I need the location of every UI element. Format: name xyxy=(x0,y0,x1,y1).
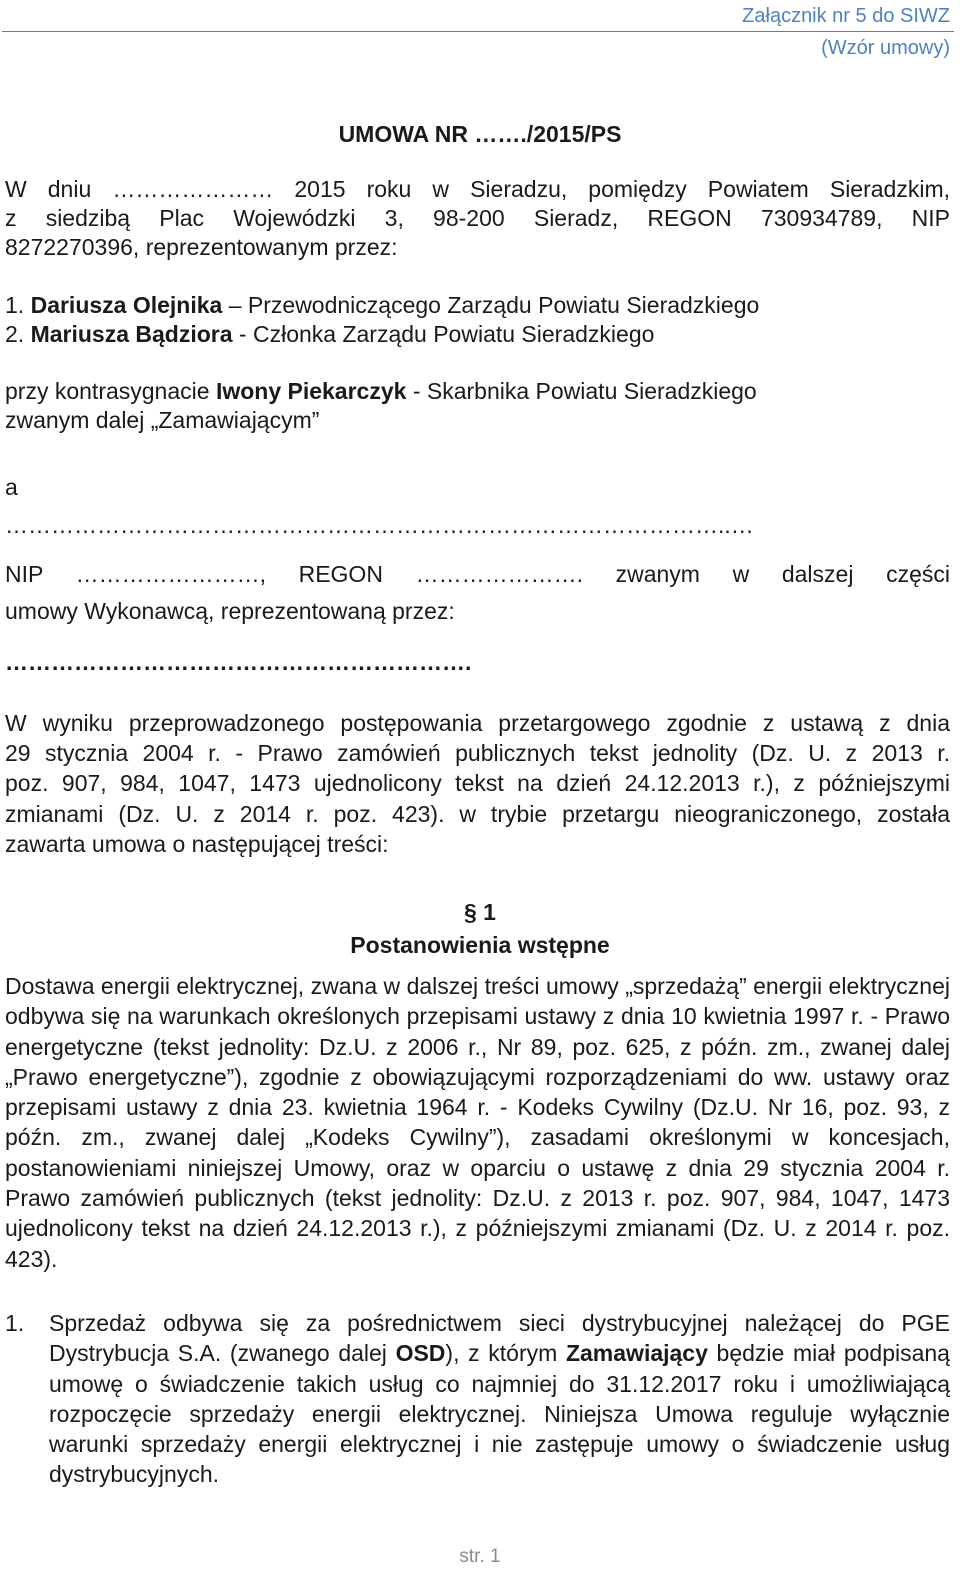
ordering-party-alias: zwanym dalej „Zamawiającym” xyxy=(5,407,320,433)
preamble-line-5: zawarta umowa o następującej treści: xyxy=(5,831,389,857)
list-item-text: Sprzedaż odbywa się za pośrednictwem sieci dystrybucyjnej należącej do PGE Dystrybucja S.A. (zwanego dalej OSD), z którym Zamawiający będzie miał podpisaną umowę o świadczenie takich usług co najmniej do 31.12.2017 roku i umożliwiającą rozpoczęcie sprzedaży energii elektrycznej. Niniejsza Umowa reguluje wyłącznie warunki sprzedaży energii elektrycznej i nie zastępuje umowy o świadczenie usług dystrybucyjnych. xyxy=(49,1310,950,1488)
preamble-line-2: 29 stycznia 2004 r. - Prawo zamówień publicznych tekst jednolity (Dz. U. z 2013 r. xyxy=(5,740,950,766)
contract-title: UMOWA NR ……./2015/PS xyxy=(338,121,622,147)
contractor-rep-placeholder: ……………………………………………………. xyxy=(5,649,472,675)
contractor-ids-line: NIP ……………………, REGON …………………. zwanym w dalszej części xyxy=(5,561,950,587)
intro-line-1: W dniu ………………… 2015 roku w Sieradzu, pomiędzy Powiatem Sieradzkim, xyxy=(5,176,950,202)
page-number: str. 1 xyxy=(459,1546,501,1567)
preamble-line-3: poz. 907, 984, 1047, 1473 ujednolicony tekst na dzień 24.12.2013 r.), z późniejszymi xyxy=(5,770,950,796)
preamble-line-4: zmianami (Dz. U. z 2014 r. poz. 423). w trybie przetargu nieograniczonego, została xyxy=(5,801,950,827)
conjunction: a xyxy=(5,474,18,500)
header-rule xyxy=(2,31,954,32)
preamble-line-1: W wyniku przeprowadzonego postępowania przetargowego zgodnie z ustawą z dnia xyxy=(5,710,950,736)
section-number: § 1 xyxy=(464,899,496,925)
intro-line-3: 8272270396, reprezentowanym przez: xyxy=(5,234,398,260)
template-label: (Wzór umowy) xyxy=(821,37,950,59)
countersign-line: przy kontrasygnacie Iwony Piekarczyk - Skarbnika Powiatu Sieradzkiego xyxy=(5,378,757,404)
representative-1: 1. Dariusza Olejnika – Przewodniczącego Zarządu Powiatu Sieradzkiego xyxy=(5,292,760,318)
section-title: Postanowienia wstępne xyxy=(350,932,610,958)
section-body: Dostawa energii elektrycznej, zwana w dalszej treści umowy „sprzedażą” energii elektrycznej odbywa się na warunkach określonych przepisami ustawy z dnia 10 kwietnia 1997 r. - Prawo energetyczne (tekst jednolity: Dz.U. z 2006 r., Nr 89, poz. 625, z późn. zm., zwanej dalej „Prawo energetyczne”), zgodnie z obowiązującymi rozporządzeniami do ww. ustawy oraz przepisami ustawy z dnia 23. kwietnia 1964 r. - Kodeks Cywilny (Dz.U. Nr 16, poz. 93, z późn. zm., zwanej dalej „Kodeks Cywilny”), zasadami określonymi w koncesjach, postanowieniami niniejszej Umowy, oraz w oparciu o ustawę z dnia 29 stycznia 2004 r. Prawo zamówień publicznych (tekst jednolity: Dz.U. z 2013 r. poz. 907, 984, 1047, 1473 ujednolicony tekst na dzień 24.12.2013 r.), z późniejszymi zmianami (Dz. U. z 2014 r. poz. 423). xyxy=(5,973,950,1272)
contractor-rep-line: umowy Wykonawcą, reprezentowaną przez: xyxy=(5,598,455,624)
intro-line-2: z siedzibą Plac Wojewódzki 3, 98-200 Sieradz, REGON 730934789, NIP xyxy=(5,205,950,231)
list-item-number: 1. xyxy=(5,1310,25,1336)
contractor-name-placeholder: …………………………………………………………………………………..… xyxy=(5,512,754,538)
attachment-label: Załącznik nr 5 do SIWZ xyxy=(742,5,950,27)
representative-2: 2. Mariusza Bądziora - Członka Zarządu Powiatu Sieradzkiego xyxy=(5,321,655,347)
